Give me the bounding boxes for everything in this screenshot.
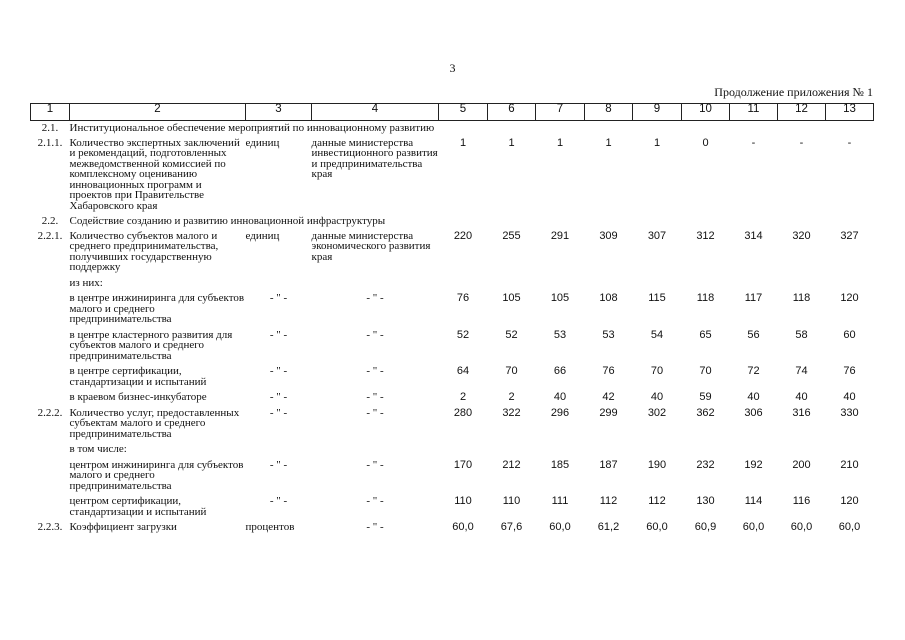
value-cell: 112 xyxy=(648,495,666,507)
row-number xyxy=(31,328,70,365)
value-cell: 117 xyxy=(744,292,763,304)
subheading-label: из них: xyxy=(69,276,103,289)
value-cell: 52 xyxy=(505,328,518,341)
value-cell: 111 xyxy=(551,495,569,507)
source-cell: - " - xyxy=(366,365,384,377)
value-cell: 114 xyxy=(744,495,763,507)
indicator-name: Количество субъектов малого и среднего предпринимательства, получивших государственную поддержку xyxy=(69,229,219,273)
table-body xyxy=(31,121,874,536)
section-title: Содействие созданию и развитию инновационной инфраструктуры xyxy=(69,215,386,227)
table-row xyxy=(31,406,874,443)
value-cell: 70 xyxy=(650,365,664,377)
value-cell: 1 xyxy=(459,136,467,149)
source-cell: - " - xyxy=(366,458,384,471)
value-cell: 362 xyxy=(696,406,715,419)
value-cell: 40 xyxy=(747,391,760,403)
table-row xyxy=(31,390,874,406)
value-cell: 61,2 xyxy=(597,521,620,533)
unit-cell: - " - xyxy=(269,328,288,341)
table-header-row xyxy=(31,104,874,121)
value-cell: 1 xyxy=(556,136,564,149)
row-number xyxy=(31,291,70,328)
row-number: 2.2.2. xyxy=(37,406,63,419)
section-number: 2.2. xyxy=(41,215,59,227)
indicator-name: в центре кластерного развития для субъектов малого и среднего предпринимательства xyxy=(69,328,233,362)
column-header: 11 xyxy=(730,104,778,121)
value-cell: 54 xyxy=(650,328,664,341)
value-cell: 42 xyxy=(602,391,615,403)
unit-cell: - " - xyxy=(269,458,288,471)
section-row xyxy=(31,214,874,229)
value-cell: 76 xyxy=(602,365,615,377)
value-cell: 53 xyxy=(602,328,615,341)
indicator-name: в краевом бизнес-инкубаторе xyxy=(69,391,207,403)
row-number xyxy=(31,390,70,406)
table-row xyxy=(31,458,874,495)
value-cell: 299 xyxy=(599,406,618,419)
row-number: 2.2.1. xyxy=(37,229,63,242)
value-cell: 60 xyxy=(843,328,856,341)
column-header: 1 xyxy=(31,104,70,121)
value-cell: 74 xyxy=(795,365,808,377)
value-cell: 64 xyxy=(456,365,470,377)
value-cell: 307 xyxy=(647,229,667,242)
table-row xyxy=(31,291,874,328)
source-cell: данные министерства инвестиционного развития и предпринимательства края xyxy=(311,136,438,180)
indicator-name: в центре сертификации, стандартизации и испытаний xyxy=(69,365,207,388)
value-cell: 0 xyxy=(702,136,709,149)
value-cell: 66 xyxy=(553,365,567,377)
value-cell: 56 xyxy=(747,328,760,341)
value-cell: 60,9 xyxy=(694,521,717,533)
value-cell: 212 xyxy=(502,458,521,471)
subheading-row xyxy=(31,276,874,292)
value-cell: 115 xyxy=(648,292,666,304)
table-row xyxy=(31,328,874,365)
source-cell: - " - xyxy=(366,406,384,419)
source-cell: - " - xyxy=(366,495,384,507)
value-cell: 330 xyxy=(840,406,859,419)
value-cell: 2 xyxy=(508,391,515,403)
value-cell: 110 xyxy=(502,495,521,507)
value-cell: 116 xyxy=(792,495,811,507)
value-cell: 60,0 xyxy=(646,521,668,533)
value-cell: 185 xyxy=(550,458,570,471)
value-cell: 67,6 xyxy=(500,521,523,533)
page-number: 3 xyxy=(449,61,456,75)
value-cell: 59 xyxy=(699,391,712,403)
value-cell: 291 xyxy=(550,229,570,242)
value-cell: 40 xyxy=(553,391,567,403)
unit-cell: единиц xyxy=(245,136,280,149)
value-cell: 190 xyxy=(647,458,667,471)
value-cell: 65 xyxy=(699,328,712,341)
indicator-name: Коэффициент загрузки xyxy=(69,521,177,533)
row-number: 2.2.3. xyxy=(37,521,63,533)
value-cell: - xyxy=(847,136,852,149)
value-cell: - xyxy=(751,136,756,149)
value-cell: 314 xyxy=(744,229,763,242)
value-cell: 210 xyxy=(840,458,859,471)
source-cell: - " - xyxy=(366,328,384,341)
value-cell: 40 xyxy=(650,391,664,403)
value-cell: 302 xyxy=(647,406,667,419)
value-cell: 2 xyxy=(459,391,467,403)
value-cell: 118 xyxy=(696,292,715,304)
indicators-table xyxy=(30,103,874,536)
value-cell: 232 xyxy=(696,458,715,471)
value-cell: 60,0 xyxy=(838,521,861,533)
value-cell: 60,0 xyxy=(549,521,571,533)
table-row xyxy=(31,229,874,276)
unit-cell: - " - xyxy=(269,406,288,419)
value-cell: 192 xyxy=(744,458,763,471)
value-cell: 58 xyxy=(795,328,808,341)
indicator-name: Количество экспертных заключений и рекомендаций, подготовленных межведомственной комиссией по комплексному оцениванию инновационных программ и проектов при Правительстве Хабаровского края xyxy=(69,136,240,212)
value-cell: 108 xyxy=(599,292,618,304)
unit-cell: - " - xyxy=(269,365,288,377)
value-cell: 312 xyxy=(696,229,715,242)
indicator-name: центром сертификации, стандартизации и испытаний xyxy=(69,495,207,518)
section-number: 2.1. xyxy=(41,122,59,134)
column-header: 12 xyxy=(778,104,826,121)
value-cell: 120 xyxy=(840,495,859,507)
value-cell: 187 xyxy=(599,458,618,471)
value-cell: 72 xyxy=(747,365,760,377)
subheading-row xyxy=(31,442,874,458)
value-cell: 255 xyxy=(502,229,521,242)
column-header: 7 xyxy=(536,104,585,121)
value-cell: - xyxy=(799,136,804,149)
value-cell: 170 xyxy=(453,458,473,471)
source-cell: - " - xyxy=(366,292,384,304)
indicator-name: Количество услуг, предоставленных субъектам малого и среднего предпринимательства xyxy=(69,406,240,440)
unit-cell: - " - xyxy=(269,391,288,403)
value-cell: 327 xyxy=(840,229,859,242)
value-cell: 130 xyxy=(696,495,715,507)
value-cell: 112 xyxy=(599,495,618,507)
value-cell: 60,0 xyxy=(790,521,813,533)
row-number: 2.1.1. xyxy=(37,136,63,149)
value-cell: 40 xyxy=(843,391,856,403)
value-cell: 316 xyxy=(792,406,811,419)
table-row xyxy=(31,520,874,536)
column-header: 2 xyxy=(70,104,246,121)
indicator-name: центром инжиниринга для субъектов малого и среднего предпринимательства xyxy=(69,458,244,492)
source-cell: данные министерства экономического развития края xyxy=(311,229,431,263)
column-header: 9 xyxy=(633,104,682,121)
value-cell: 70 xyxy=(505,365,518,377)
empty-cell xyxy=(31,276,70,292)
value-cell: 110 xyxy=(454,495,472,507)
column-header: 13 xyxy=(826,104,874,121)
value-cell: 105 xyxy=(550,292,570,304)
row-number xyxy=(31,458,70,495)
value-cell: 1 xyxy=(508,136,515,149)
column-header: 3 xyxy=(246,104,312,121)
table-row xyxy=(31,136,874,215)
table-row xyxy=(31,494,874,520)
row-number xyxy=(31,494,70,520)
row-number xyxy=(31,364,70,390)
value-cell: 40 xyxy=(795,391,808,403)
value-cell: 105 xyxy=(502,292,521,304)
column-header: 4 xyxy=(312,104,439,121)
value-cell: 52 xyxy=(456,328,470,341)
value-cell: 76 xyxy=(456,292,470,304)
column-header: 10 xyxy=(682,104,730,121)
subheading-label: в том числе: xyxy=(69,443,127,455)
continuation-label: Продолжение приложения № 1 xyxy=(714,85,873,99)
column-header: 8 xyxy=(585,104,633,121)
value-cell: 1 xyxy=(653,136,661,149)
value-cell: 1 xyxy=(605,136,612,149)
unit-cell: - " - xyxy=(269,292,288,304)
value-cell: 200 xyxy=(792,458,811,471)
value-cell: 60,0 xyxy=(452,521,474,533)
table-row xyxy=(31,364,874,390)
value-cell: 296 xyxy=(550,406,570,419)
value-cell: 322 xyxy=(502,406,521,419)
value-cell: 120 xyxy=(840,292,859,304)
value-cell: 280 xyxy=(453,406,473,419)
source-cell: - " - xyxy=(366,391,384,403)
value-cell: 70 xyxy=(699,365,712,377)
empty-cell xyxy=(31,442,70,458)
value-cell: 306 xyxy=(744,406,763,419)
value-cell: 76 xyxy=(843,365,856,377)
column-header: 5 xyxy=(439,104,488,121)
indicator-name: в центре инжиниринга для субъектов малого и среднего предпринимательства xyxy=(69,292,245,325)
column-header: 6 xyxy=(488,104,536,121)
section-title: Институциональное обеспечение мероприятий по инновационному развитию xyxy=(69,122,435,134)
value-cell: 220 xyxy=(453,229,473,242)
value-cell: 320 xyxy=(792,229,811,242)
section-row xyxy=(31,121,874,136)
value-cell: 53 xyxy=(553,328,567,341)
value-cell: 309 xyxy=(599,229,618,242)
value-cell: 118 xyxy=(792,292,811,304)
unit-cell: - " - xyxy=(269,495,288,507)
unit-cell: единиц xyxy=(245,229,280,242)
unit-cell: процентов xyxy=(245,521,295,533)
value-cell: 60,0 xyxy=(742,521,765,533)
source-cell: - " - xyxy=(366,521,384,533)
